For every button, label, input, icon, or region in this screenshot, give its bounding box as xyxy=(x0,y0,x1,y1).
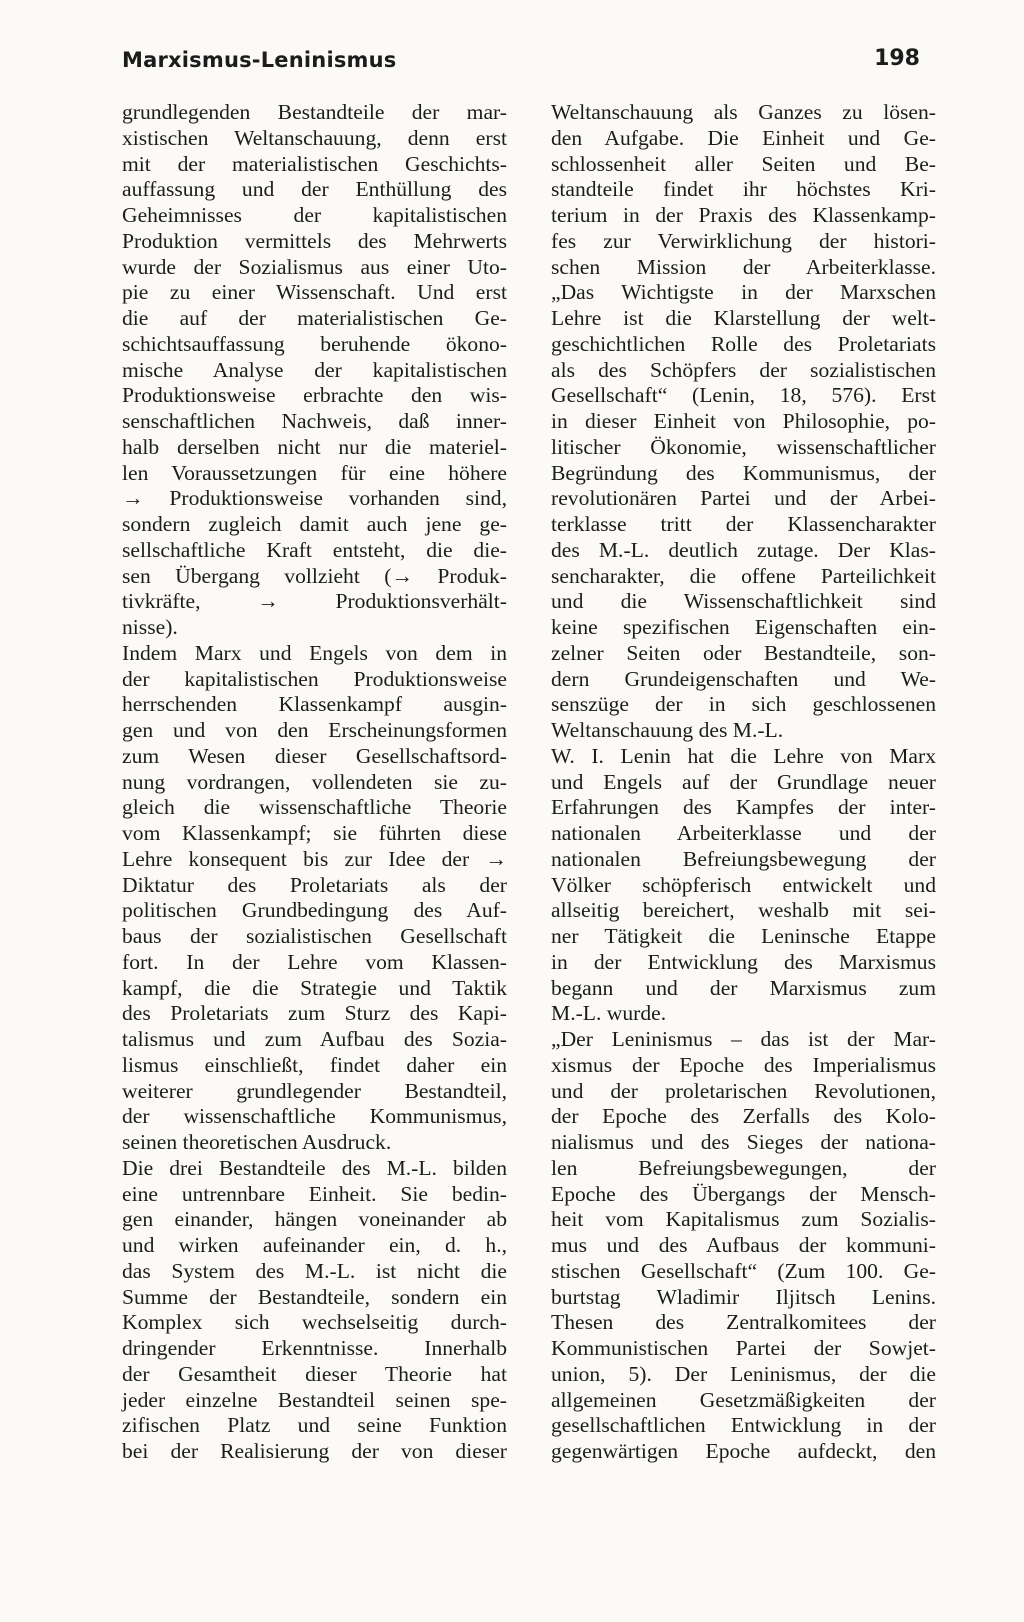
text-line: xismus der Epoche des Imperialismus xyxy=(551,1052,936,1077)
text-line: Komplex sich wechselseitig durch- xyxy=(122,1310,507,1335)
text-line: Weltanschauung des M.-L. xyxy=(551,718,784,742)
text-line: burtstag Wladimir Iljitsch Lenins. xyxy=(551,1284,936,1309)
text-line: „Das Wichtigste in der Marxschen xyxy=(551,280,936,305)
text-line: halb derselben nicht nur die materiel- xyxy=(122,434,507,459)
text-line: und wirken aufeinander ein, d. h., xyxy=(122,1233,507,1257)
text-line: Weltanschauung als Ganzes zu lösen- xyxy=(551,100,936,124)
text-line: Produktion vermittels des Mehrwerts xyxy=(122,228,507,253)
text-line: jeder einzelne Bestandteil seinen spe- xyxy=(122,1387,507,1412)
text-line: len Befreiungsbewegungen, der xyxy=(551,1155,936,1180)
text-line: nisse). xyxy=(122,615,178,639)
text-line: allseitig bereichert, weshalb mit sei- xyxy=(551,898,936,923)
text-line: kampf, die die Strategie und Taktik xyxy=(122,975,507,1000)
page-number: 198 xyxy=(874,46,920,71)
text-line: gen einander, hängen voneinander ab xyxy=(122,1207,507,1232)
text-line: pie zu einer Wissenschaft. Und erst xyxy=(122,280,507,305)
text-line: der kapitalistischen Produktionsweise xyxy=(122,666,507,691)
text-line: senschaftlichen Nachweis, daß inner- xyxy=(122,409,507,433)
text-line: union, 5). Der Leninismus, der die xyxy=(551,1361,936,1386)
text-line: Produktionsweise erbrachte den wis- xyxy=(122,383,507,408)
text-line: schen Mission der Arbeiterklasse. xyxy=(551,254,936,279)
text-line: allgemeinen Gesetzmäßigkeiten der xyxy=(551,1387,936,1412)
text-line: gesellschaftlichen Entwicklung in der xyxy=(551,1413,936,1438)
text-line: gen und von den Erscheinungsformen xyxy=(122,718,507,742)
left-text-column xyxy=(122,100,507,1465)
text-line: Gesellschaft“ (Lenin, 18, 576). Erst xyxy=(551,383,936,408)
text-line: standteile findet ihr höchstes Kri- xyxy=(551,177,936,202)
text-line: Kommunistischen Partei der Sowjet- xyxy=(551,1336,936,1360)
text-line: fort. In der Lehre vom Klassen- xyxy=(122,949,507,974)
text-line: zifischen Platz und seine Funktion xyxy=(122,1413,507,1438)
text-line: baus der sozialistischen Gesellschaft xyxy=(122,924,507,948)
text-line: schlossenheit aller Seiten und Be- xyxy=(551,151,936,176)
text-line: Diktatur des Proletariats als der xyxy=(122,872,507,897)
text-line: Lehre konsequent bis zur Idee der → xyxy=(122,846,507,871)
text-line: sen Übergang vollzieht (→ Produk- xyxy=(122,563,507,588)
text-line: → Produktionsweise vorhanden sind, xyxy=(122,486,507,511)
text-line: len Voraussetzungen für eine höhere xyxy=(122,460,507,485)
text-line: weiterer grundlegender Bestandteil, xyxy=(122,1078,507,1103)
text-line: Völker schöpferisch entwickelt und xyxy=(551,872,936,897)
text-line: wurde der Sozialismus aus einer Uto- xyxy=(122,254,507,279)
text-line: gegenwärtigen Epoche aufdeckt, den xyxy=(551,1439,936,1463)
text-line: fes zur Verwirklichung der histori- xyxy=(551,228,936,253)
text-line: mische Analyse der kapitalistischen xyxy=(122,357,507,382)
text-line: in dieser Einheit von Philosophie, po- xyxy=(551,409,936,433)
text-line: litischer Ökonomie, wissenschaftlicher xyxy=(551,434,936,459)
text-line: Begründung des Kommunismus, der xyxy=(551,460,936,485)
text-line: seinen theoretischen Ausdruck. xyxy=(122,1130,392,1154)
text-line: mit der materialistischen Geschichts- xyxy=(122,151,507,176)
text-line: herrschenden Klassenkampf ausgin- xyxy=(122,692,507,717)
text-line: die auf der materialistischen Ge- xyxy=(122,306,507,330)
text-line: Indem Marx und Engels von dem in xyxy=(122,640,507,665)
text-line: mus und des Aufbaus der kommuni- xyxy=(551,1233,936,1257)
text-line: Erfahrungen des Kampfes der inter- xyxy=(551,795,936,820)
text-line: M.-L. wurde. xyxy=(551,1001,667,1026)
text-line: ner Tätigkeit die Leninsche Etappe xyxy=(551,924,936,948)
text-line: talismus und zum Aufbau des Sozia- xyxy=(122,1027,507,1051)
text-line: nationalen Befreiungsbewegung der xyxy=(551,846,936,871)
text-line: W. I. Lenin hat die Lehre von Marx xyxy=(551,743,936,768)
text-line: tivkräfte, → Produktionsverhält- xyxy=(122,589,507,614)
text-line: der Epoche des Zerfalls des Kolo- xyxy=(551,1104,936,1129)
text-line: des M.-L. deutlich zutage. Der Klas- xyxy=(551,537,936,562)
text-line: Lehre ist die Klarstellung der welt- xyxy=(551,306,936,330)
text-line: Epoche des Übergangs der Mensch- xyxy=(551,1181,936,1206)
text-line: senszüge der in sich geschlossenen xyxy=(551,692,936,717)
text-line: sondern zugleich damit auch jene ge- xyxy=(122,512,507,536)
text-line: der Gesamtheit dieser Theorie hat xyxy=(122,1361,507,1386)
text-line: politischen Grundbedingung des Auf- xyxy=(122,898,507,923)
text-line: nung vordrangen, vollendeten sie zu- xyxy=(122,769,507,794)
text-line: und die Wissenschaftlichkeit sind xyxy=(551,589,936,614)
text-line: „Der Leninismus – das ist der Mar- xyxy=(551,1027,936,1051)
text-line: nationalen Arbeiterklasse und der xyxy=(551,821,936,845)
right-text-column xyxy=(551,100,936,1465)
text-line: keine spezifischen Eigenschaften ein- xyxy=(551,615,936,639)
text-line: lismus einschließt, findet daher ein xyxy=(122,1052,507,1077)
text-line: Thesen des Zentralkomitees der xyxy=(551,1310,936,1335)
text-line: der wissenschaftliche Kommunismus, xyxy=(122,1104,507,1129)
text-line: bei der Realisierung der von dieser xyxy=(122,1439,507,1463)
text-line: den Aufgabe. Die Einheit und Ge- xyxy=(551,125,936,150)
text-line: zum Wesen dieser Gesellschaftsord- xyxy=(122,743,507,768)
running-head: Marxismus-Leninismus xyxy=(122,48,397,72)
text-line: als des Schöpfers der sozialistischen xyxy=(551,357,936,382)
text-line: und der proletarischen Revolutionen, xyxy=(551,1078,936,1103)
text-line: sellschaftliche Kraft entsteht, die die- xyxy=(122,537,507,562)
text-line: terium in der Praxis des Klassenkamp- xyxy=(551,203,936,227)
text-line: revolutionären Partei und der Arbei- xyxy=(551,486,936,511)
text-line: nialismus und des Sieges der nationa- xyxy=(551,1130,936,1154)
text-line: xistischen Weltanschauung, denn erst xyxy=(122,125,507,150)
text-line: geschichtlichen Rolle des Proletariats xyxy=(551,331,936,356)
text-line: eine untrennbare Einheit. Sie bedin- xyxy=(122,1181,507,1206)
text-line: schichtsauffassung beruhende ökono- xyxy=(122,331,507,356)
text-line: auffassung und der Enthüllung des xyxy=(122,177,507,202)
text-line: dringender Erkenntnisse. Innerhalb xyxy=(122,1336,507,1360)
text-line: Geheimnisses der kapitalistischen xyxy=(122,203,507,227)
text-line: stischen Gesellschaft“ (Zum 100. Ge- xyxy=(551,1258,936,1283)
text-line: vom Klassenkampf; sie führten diese xyxy=(122,821,507,845)
text-line: begann und der Marxismus zum xyxy=(551,975,936,1000)
text-line: grundlegenden Bestandteile der mar- xyxy=(122,100,507,124)
text-line: Die drei Bestandteile des M.-L. bilden xyxy=(122,1155,507,1180)
text-line: zelner Seiten oder Bestandteile, son- xyxy=(551,640,936,665)
text-line: in der Entwicklung des Marxismus xyxy=(551,949,936,974)
text-line: Summe der Bestandteile, sondern ein xyxy=(122,1284,507,1309)
text-line: sencharakter, die offene Parteilichkeit xyxy=(551,563,936,588)
text-line: gleich die wissenschaftliche Theorie xyxy=(122,795,507,820)
text-line: dern Grundeigenschaften und We- xyxy=(551,666,936,691)
text-line: und Engels auf der Grundlage neuer xyxy=(551,769,936,794)
text-line: des Proletariats zum Sturz des Kapi- xyxy=(122,1001,507,1026)
text-line: terklasse tritt der Klassencharakter xyxy=(551,512,936,536)
text-line: das System des M.-L. ist nicht die xyxy=(122,1258,507,1283)
text-line: heit vom Kapitalismus zum Sozialis- xyxy=(551,1207,936,1232)
